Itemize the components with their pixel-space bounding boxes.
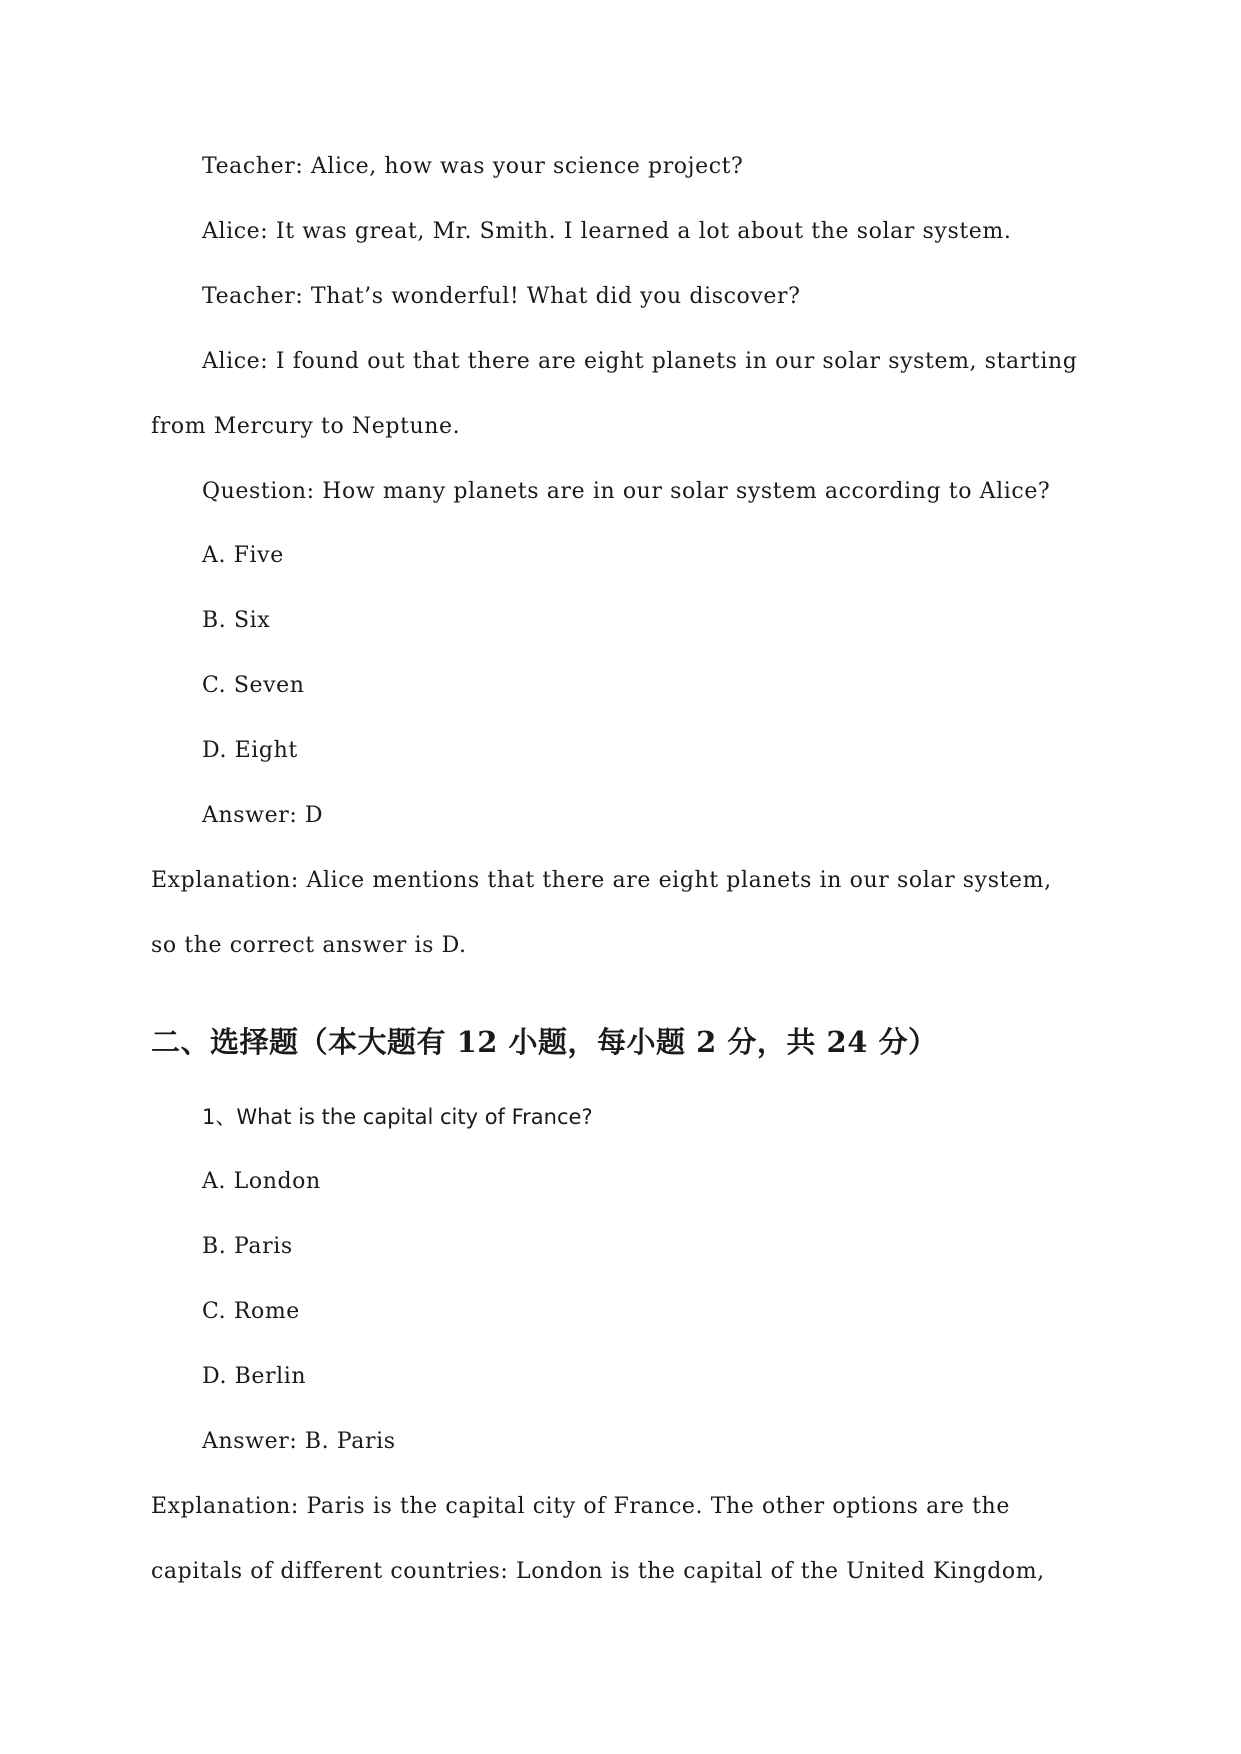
q1-option-d: D. Berlin [202, 1364, 307, 1389]
q1-option-b: B. Paris [202, 1234, 293, 1259]
dialogue-line-teacher-2: Teacher: That’s wonderful! What did you discover? [202, 284, 801, 309]
q1-option-c: C. Rome [202, 1299, 300, 1324]
option-b: B. Six [202, 608, 271, 633]
option-d: D. Eight [202, 738, 298, 763]
q1-answer: Answer: B. Paris [202, 1429, 396, 1454]
q1-option-a: A. London [202, 1169, 321, 1194]
section-heading: 二、选择题（本大题有 12 小题，每小题 2 分，共 24 分） [151, 1025, 938, 1059]
dialogue-line-teacher-1: Teacher: Alice, how was your science project? [202, 154, 744, 179]
answer-text: Answer: D [202, 803, 324, 828]
option-a: A. Five [202, 543, 284, 568]
question-text: Question: How many planets are in our solar system according to Alice? [202, 479, 1051, 504]
dialogue-line-alice-1: Alice: It was great, Mr. Smith. I learned a lot about the solar system. [202, 219, 1012, 244]
q1-explanation-line-2: capitals of different countries: London is the capital of the United Kingdom, [151, 1559, 1045, 1584]
question-1: 1、What is the capital city of France? [202, 1105, 593, 1129]
option-c: C. Seven [202, 673, 305, 698]
explanation-line-1: Explanation: Alice mentions that there are eight planets in our solar system, [151, 868, 1052, 893]
q1-explanation-line-1: Explanation: Paris is the capital city of France. The other options are the [151, 1494, 1010, 1519]
dialogue-line-alice-2: Alice: I found out that there are eight planets in our solar system, starting [202, 349, 1078, 374]
dialogue-line-alice-2-cont: from Mercury to Neptune. [151, 414, 461, 439]
explanation-line-2: so the correct answer is D. [151, 933, 467, 958]
